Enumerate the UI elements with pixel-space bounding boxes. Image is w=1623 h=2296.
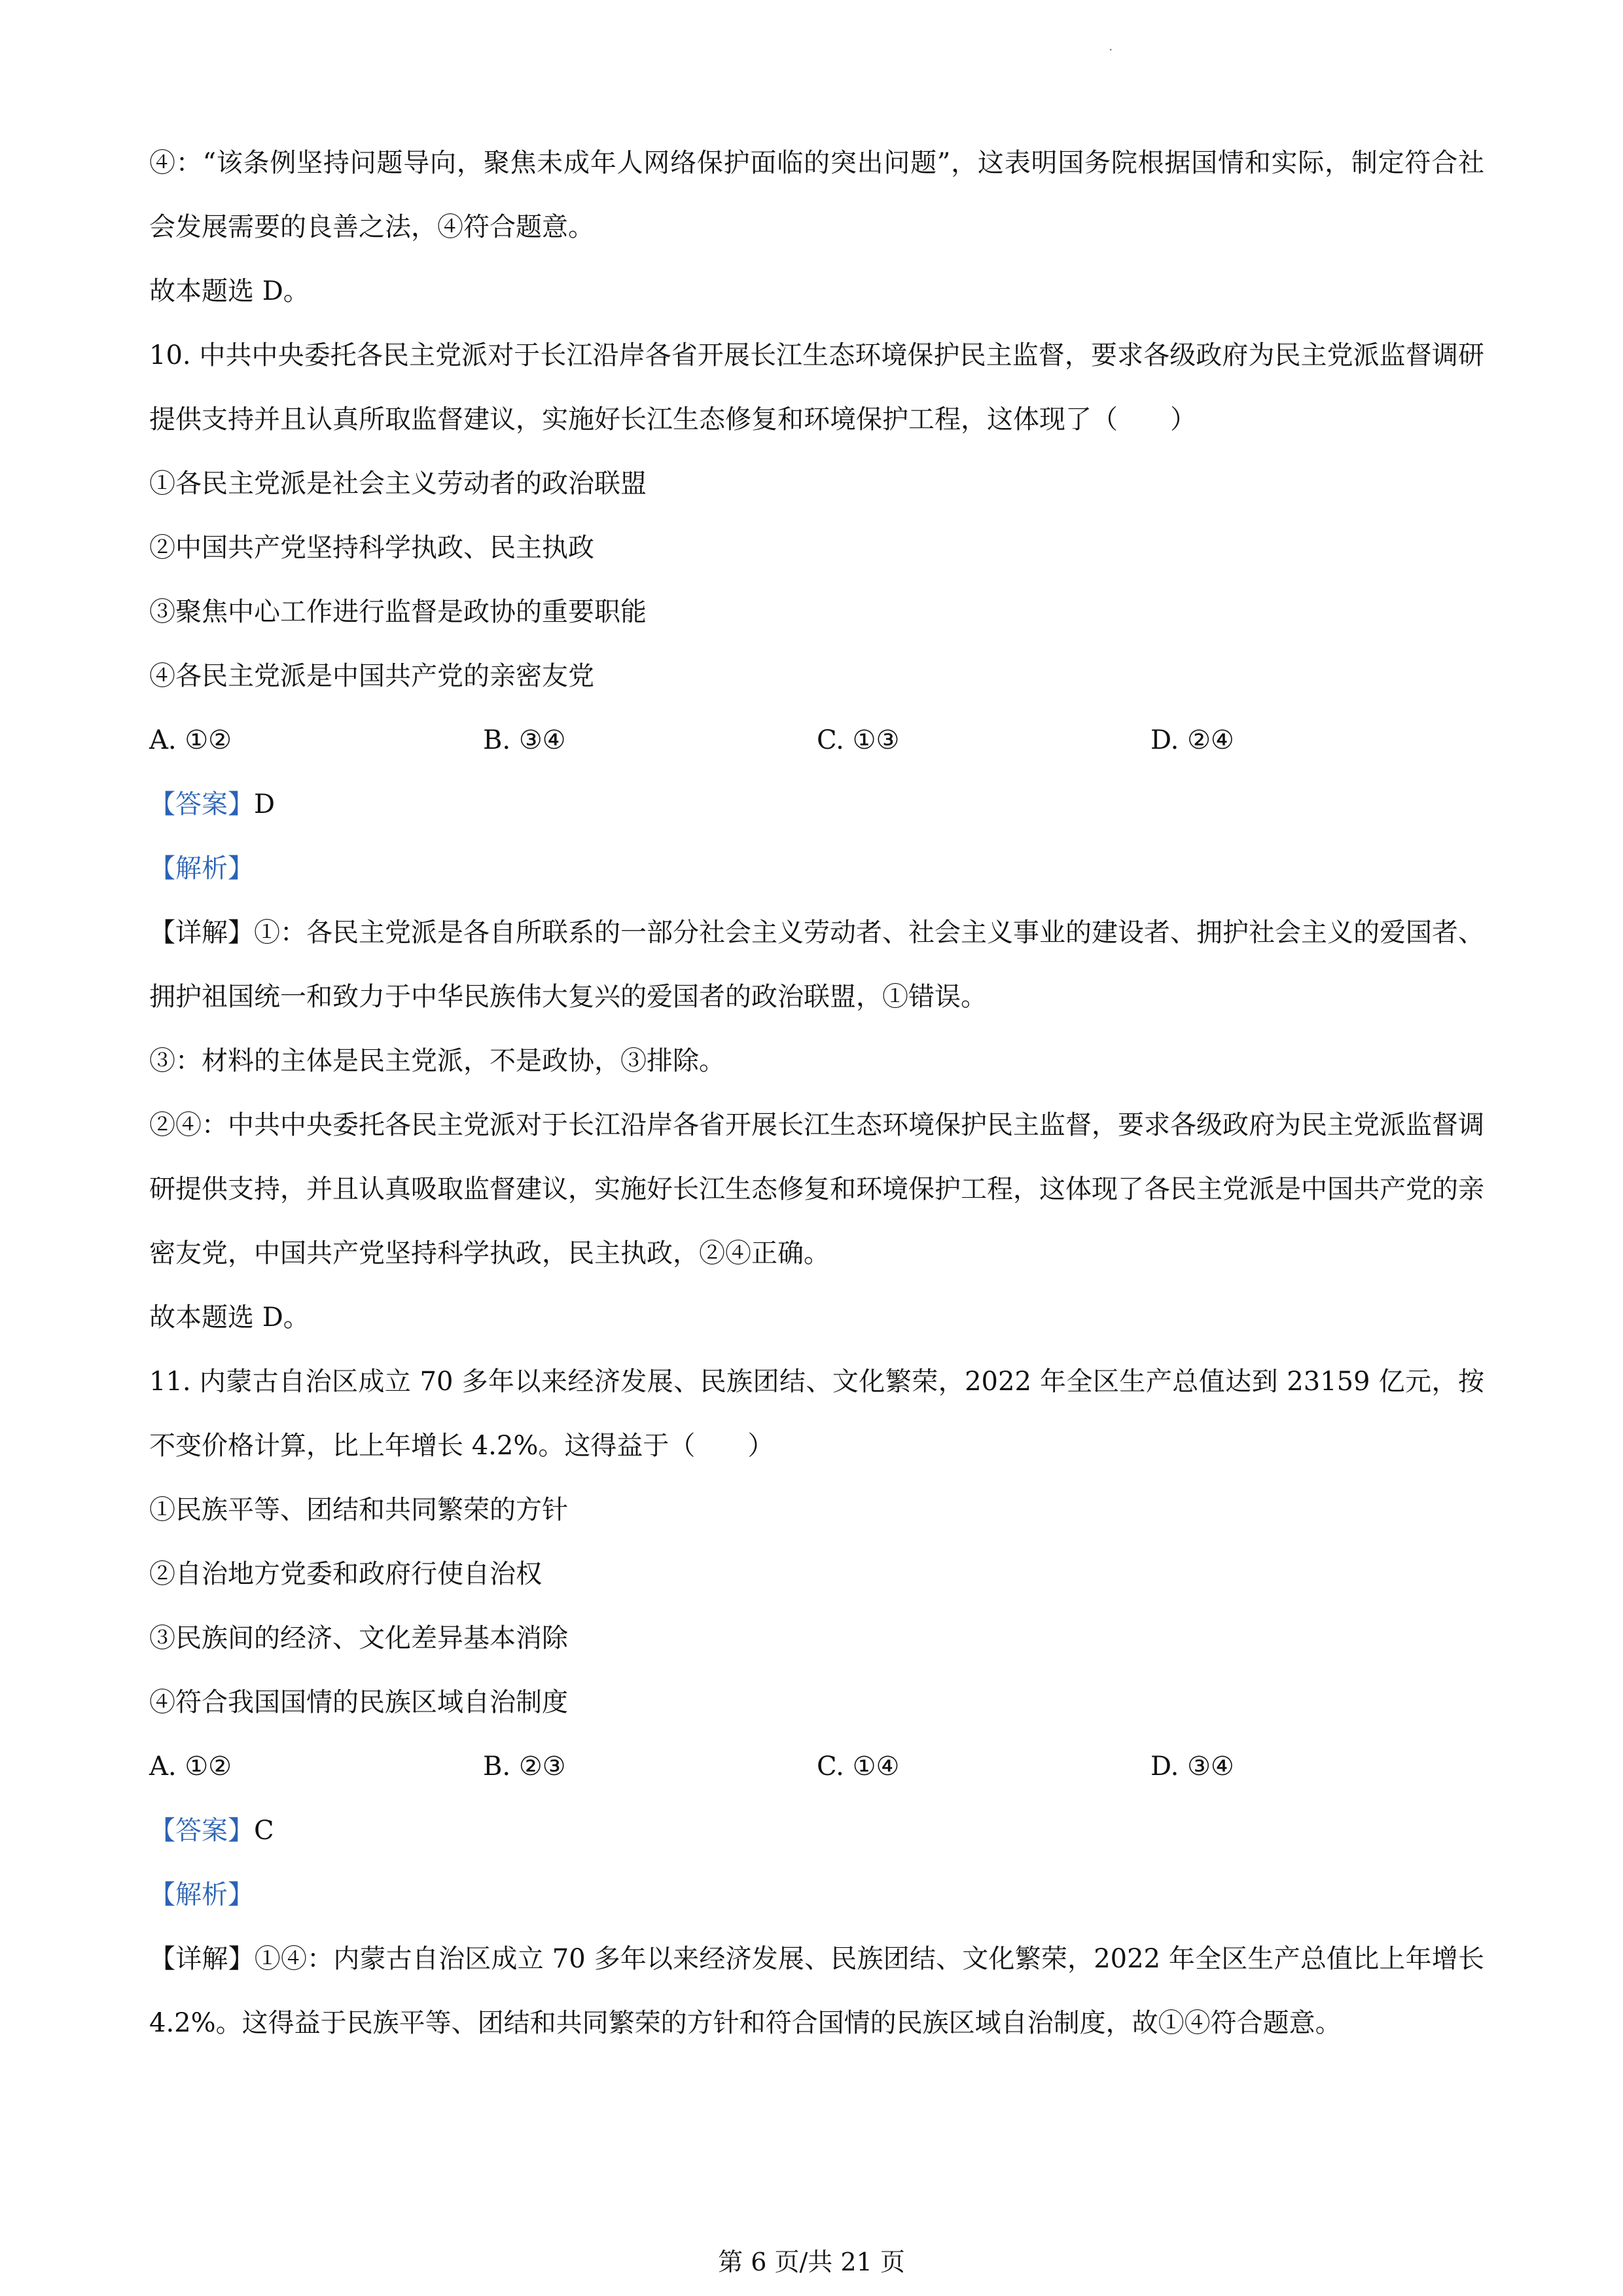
q10-statement-2: ②中国共产党坚持科学执政、民主执政: [149, 533, 594, 563]
q11-option-d: D. ③④: [1150, 1751, 1234, 1782]
q11-analysis-tag: 【解析】: [149, 1880, 254, 1910]
q11-detail-14: [149, 1927, 1484, 2055]
q10-analysis-tag: 【解析】: [149, 853, 254, 884]
q10-option-a: A. ①②: [149, 725, 232, 755]
page-footer: 第 6 页/共 21 页: [718, 2248, 905, 2276]
q10-option-d: D. ②④: [1150, 725, 1234, 755]
q9-analysis-4: ④：“该条例坚持问题导向，聚焦未成年人网络保护面临的突出问题”，这表明国务院根据国情和实际，制定符合社会发展需要的良善之法，④符合题意。: [149, 148, 1484, 242]
q11-statement-2: ②自治地方党委和政府行使自治权: [149, 1559, 542, 1589]
header-mark: .: [1109, 38, 1113, 54]
q11-option-a: A. ①②: [149, 1751, 232, 1782]
q11-answer: [149, 1799, 1484, 1863]
q10-statement-1: ①各民主党派是社会主义劳动者的政治联盟: [149, 469, 647, 499]
q11-detail-14-text: ①④：内蒙古自治区成立 70 多年以来经济发展、民族团结、文化繁荣，2022 年全区生产总值比上年增长 4.2%。这得益于民族平等、团结和共同繁荣的方针和符合国情的民族区域自治制度，故①④符合题意。: [149, 1944, 1484, 2038]
q11-statement-4: ④符合我国国情的民族区域自治制度: [149, 1687, 568, 1717]
q10-conclusion: 故本题选 D。: [149, 1302, 310, 1333]
q11-options: [149, 1734, 1484, 1799]
q10-detail-tag: 【详解】: [149, 918, 254, 948]
q10-detail-1: [149, 901, 1484, 1029]
q10-answer: [149, 772, 1484, 836]
q11-detail-tag: 【详解】: [149, 1944, 255, 1974]
q11-option-c: C. ①④: [817, 1751, 900, 1782]
q10-option-c: C. ①③: [817, 725, 900, 755]
q10-detail-24: ②④：中共中央委托各民主党派对于长江沿岸各省开展长江生态环境保护民主监督，要求各级政府为民主党派监督调研提供支持，并且认真吸取监督建议，实施好长江生态修复和环境保护工程，这体现了各民主党派是中国共产党的亲密友党，中国共产党坚持科学执政，民主执政，②④正确。: [149, 1110, 1484, 1268]
page-content: [149, 131, 1484, 2055]
q11-option-b: B. ②③: [483, 1751, 566, 1782]
q10-detail-3: ③：材料的主体是民主党派，不是政协，③排除。: [149, 1046, 725, 1076]
q11-statement-3: ③民族间的经济、文化差异基本消除: [149, 1623, 568, 1653]
q11-answer-tag: 【答案】: [149, 1816, 254, 1846]
q10-detail-1-text: ①：各民主党派是各自所联系的一部分社会主义劳动者、社会主义事业的建设者、拥护社会主义的爱国者、拥护祖国统一和致力于中华民族伟大复兴的爱国者的政治联盟，①错误。: [149, 918, 1484, 1012]
q10-statement-3: ③聚焦中心工作进行监督是政协的重要职能: [149, 597, 647, 627]
q11-stem: 11. 内蒙古自治区成立 70 多年以来经济发展、民族团结、文化繁荣，2022 年全区生产总值达到 23159 亿元，按不变价格计算，比上年增长 4.2%。这得益于（ ）: [149, 1367, 1484, 1461]
q10-answer-value: D: [254, 789, 276, 819]
q10-statement-4: ④各民主党派是中国共产党的亲密友党: [149, 661, 594, 691]
q10-stem: 10. 中共中央委托各民主党派对于长江沿岸各省开展长江生态环境保护民主监督，要求各级政府为民主党派监督调研提供支持并且认真所取监督建议，实施好长江生态修复和环境保护工程，这体现了（ ）: [149, 340, 1484, 435]
q11-statement-1: ①民族平等、团结和共同繁荣的方针: [149, 1495, 568, 1525]
q9-conclusion: 故本题选 D。: [149, 276, 310, 306]
q10-option-b: B. ③④: [483, 725, 566, 755]
q11-answer-value: C: [254, 1816, 274, 1846]
q10-options: [149, 708, 1484, 772]
q11-analysis-heading: [149, 1863, 1484, 1927]
q10-answer-tag: 【答案】: [149, 789, 254, 819]
q10-analysis-heading: [149, 836, 1484, 901]
